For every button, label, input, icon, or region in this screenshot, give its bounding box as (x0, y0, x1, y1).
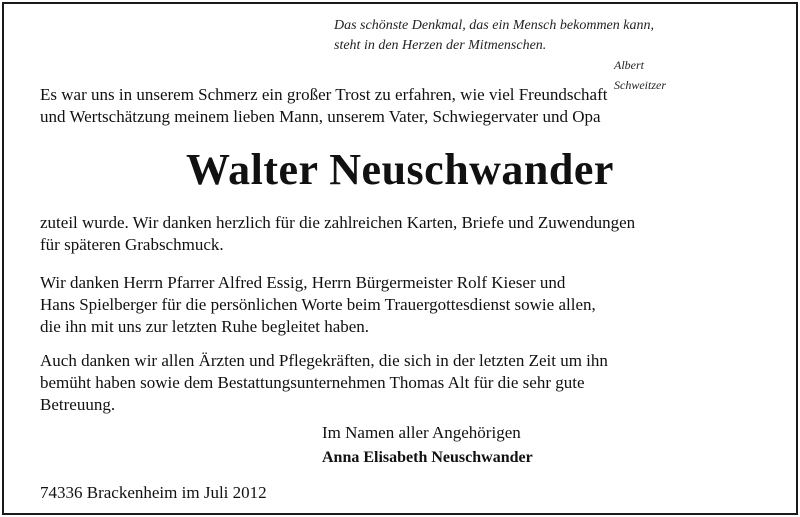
thanks-paragraph-2 (40, 272, 596, 338)
deceased-name: Walter Neuschwander (186, 145, 614, 194)
thanks-paragraph-3 (40, 350, 608, 416)
thanks2-line-2: Hans Spielberger für die persönlichen Worte beim Trauergottesdienst sowie allen, (40, 295, 596, 314)
thanks1-line-1: zuteil wurde. Wir danken herzlich für die zahlreichen Karten, Briefe und Zuwendungen (40, 213, 636, 232)
thanks-paragraph-1 (40, 212, 635, 256)
quote-line-2: steht in den Herzen der Mitmenschen. (334, 38, 547, 53)
quote-line-1: Das schönste Denkmal, das ein Mensch bekommen kann, (334, 18, 654, 33)
thanks3-line-3: Betreuung. (40, 395, 116, 414)
epigraph-quote (334, 16, 654, 56)
thanks1-line-2: für späteren Grabschmuck. (40, 235, 224, 254)
thanks2-line-3: die ihn mit uns zur letzten Ruhe begleitet haben. (40, 317, 370, 336)
intro-line-1: Es war uns in unserem Schmerz ein großer Trost zu erfahren, wie viel Freundschaft (40, 85, 608, 104)
thanks2-line-1: Wir danken Herrn Pfarrer Alfred Essig, Herrn Bürgermeister Rolf Kieser und (40, 273, 566, 292)
place-and-date: 74336 Brackenheim im Juli 2012 (40, 483, 267, 502)
intro-paragraph (40, 84, 607, 128)
intro-line-2: und Wertschätzung meinem lieben Mann, unserem Vater, Schwiegervater und Opa (40, 107, 601, 126)
signature-name: Anna Elisabeth Neuschwander (322, 449, 533, 466)
signature-intro: Im Namen aller Angehörigen (322, 423, 521, 442)
thanks3-line-1: Auch danken wir allen Ärzten und Pflegekräften, die sich in der letzten Zeit um ihn (40, 351, 608, 370)
quote-author: Albert Schweitzer (614, 58, 666, 92)
thanks3-line-2: bemüht haben sowie dem Bestattungsunternehmen Thomas Alt für die sehr gute (40, 373, 585, 392)
